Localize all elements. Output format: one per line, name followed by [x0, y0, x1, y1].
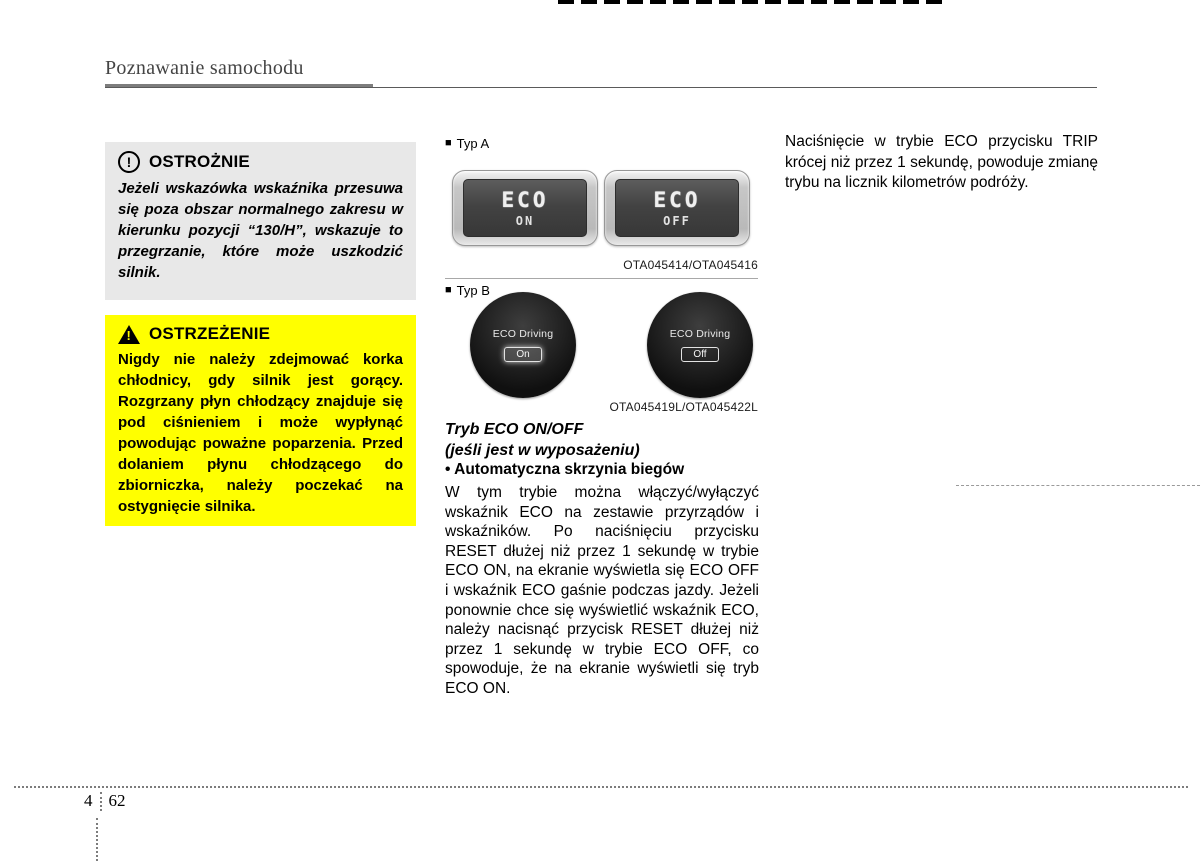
typ-a-label: [445, 136, 489, 151]
page-number: [84, 791, 126, 811]
warning-body-text: Nigdy nie należy zdejmować korka chłodnicy, gdy silnik jest gorący. Rozgrzany płyn chłodzący znajduje się pod ciśnieniem i może wypłynąć powodując poważne poparzenia. Przed dolaniem płynu chłodzącego do zbiorniczka, należy poczekać na ostygnięcie silnika.: [118, 351, 403, 515]
eco-section-heading-line2: (jeśli jest w wyposażeniu): [445, 442, 640, 459]
eco-driving-on-gauge: [470, 292, 576, 398]
warning-box: [105, 315, 416, 526]
eco-off-lcd-screen: [615, 179, 739, 237]
typ-a-label-text: Typ A: [456, 136, 490, 151]
eco-on-cluster-display: [452, 170, 598, 246]
typ-b-label-text: Typ B: [456, 283, 490, 298]
square-marker-icon: ■: [445, 284, 452, 296]
eco-off-text: ECO: [653, 187, 701, 212]
header-rule: [105, 87, 1097, 88]
eco-section-subheading: • Automatyczna skrzynia biegów: [445, 461, 685, 478]
caution-title-row: [118, 151, 403, 173]
figure-separator-line: [445, 278, 758, 279]
eco-section-heading-line1: Tryb ECO ON/OFF: [445, 421, 584, 438]
caution-title: OSTROŻNIE: [149, 152, 250, 171]
right-column-paragraph: Naciśnięcie w trybie ECO przycisku TRIP krócej niż przez 1 sekundę, powoduje zmianę trybu na licznik kilometrów podróży.: [785, 133, 1098, 191]
typ-b-figure-caption: OTA045419L/OTA045422L: [609, 400, 758, 414]
typ-a-figure-caption: OTA045414/OTA045416: [623, 258, 758, 272]
page-number-divider: [100, 792, 102, 811]
footer-dotted-rule: [14, 786, 1188, 788]
eco-driving-off-state: Off: [681, 347, 719, 362]
top-dashed-line: [558, 0, 945, 4]
caution-body-text: Jeżeli wskazówka wskaźnika przesuwa się poza obszar normalnego zakresu w kierunku pozycji “130/H”, wskazuje to przegrzanie, które może uszkodzić silnik.: [118, 180, 403, 281]
chapter-number: 4: [84, 791, 93, 810]
eco-driving-off-title: ECO Driving: [669, 328, 731, 340]
right-dashed-divider: [956, 485, 1200, 486]
typ-b-label: [445, 283, 490, 298]
caution-circle-exclamation-icon: !: [118, 151, 140, 173]
eco-on-lcd-screen: [463, 179, 587, 237]
eco-driving-on-title: ECO Driving: [492, 328, 554, 340]
eco-driving-on-state: On: [504, 347, 542, 362]
eco-section-heading: [445, 419, 640, 461]
square-marker-icon: ■: [445, 137, 452, 149]
page-number-value: 62: [108, 791, 126, 810]
caution-box: [105, 142, 416, 300]
eco-off-state-text: OFF: [663, 213, 691, 228]
warning-triangle-icon: [118, 325, 140, 344]
warning-title-row: [118, 324, 403, 344]
eco-on-state-text: ON: [515, 213, 535, 228]
footer-vertical-dotted-line: [96, 818, 98, 861]
eco-on-text: ECO: [501, 187, 549, 212]
eco-driving-off-gauge: [647, 292, 753, 398]
page-title: Poznawanie samochodu: [105, 57, 304, 79]
warning-title: OSTRZEŻENIE: [149, 324, 271, 343]
eco-section-body: W tym trybie można włączyć/wyłączyć wskaźnik ECO na zestawie przyrządów i wskaźników. Po naciśnięciu przycisku RESET dłużej niż przez 1 sekundę w trybie ECO ON, na ekranie wyświetla się ECO OFF i wskaźnik ECO gaśnie podczas jazdy. Jeżeli ponownie chce się wyświetlić wskaźnik ECO, należy nacisnąć przycisk RESET dłużej niż przez 1 sekundę w trybie ECO OFF, co spowoduje, że na ekranie wyświetli się tryb ECO ON.: [445, 484, 759, 697]
eco-off-cluster-display: [604, 170, 750, 246]
